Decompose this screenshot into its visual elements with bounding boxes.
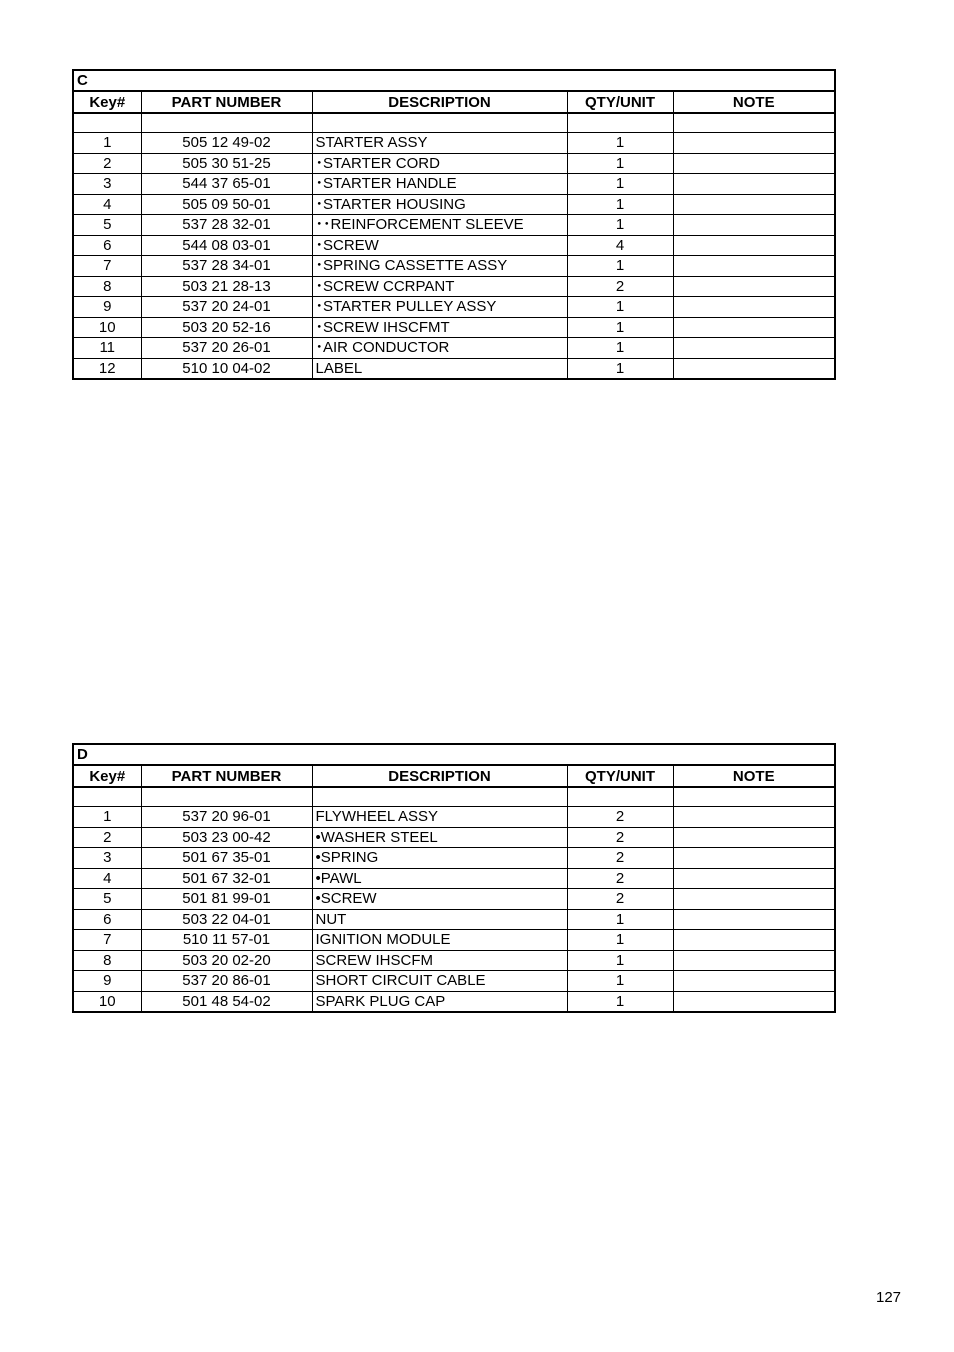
cell-note (673, 338, 835, 359)
cell-qty: 1 (567, 133, 673, 154)
cell-key: 12 (73, 358, 141, 379)
cell-description: SPARK PLUG CAP (312, 991, 567, 1012)
cell-qty: 1 (567, 930, 673, 951)
cell-description: ･STARTER HANDLE (312, 174, 567, 195)
cell-note (673, 235, 835, 256)
cell-key: 4 (73, 868, 141, 889)
cell-description: ･STARTER CORD (312, 153, 567, 174)
cell-qty: 2 (567, 827, 673, 848)
cell-note (673, 930, 835, 951)
table-row (73, 358, 835, 379)
cell-note (673, 276, 835, 297)
cell-note (673, 358, 835, 379)
cell-part-number: 503 21 28-13 (141, 276, 312, 297)
table-row (73, 950, 835, 971)
cell-qty: 2 (567, 868, 673, 889)
cell-note (673, 317, 835, 338)
cell-description: ･SCREW CCRPANT (312, 276, 567, 297)
cell-part-number: 501 48 54-02 (141, 991, 312, 1012)
cell-description: •SPRING (312, 848, 567, 869)
cell-description: ･･REINFORCEMENT SLEEVE (312, 215, 567, 236)
cell-key: 11 (73, 338, 141, 359)
cell-part-number: 503 23 00-42 (141, 827, 312, 848)
table-row (73, 827, 835, 848)
cell-part-number: 501 67 32-01 (141, 868, 312, 889)
cell-qty: 2 (567, 889, 673, 910)
table-row (73, 909, 835, 930)
cell-qty: 2 (567, 276, 673, 297)
cell-part-number: 505 09 50-01 (141, 194, 312, 215)
cell-part-number: 503 22 04-01 (141, 909, 312, 930)
table-row (73, 276, 835, 297)
cell-key: 3 (73, 848, 141, 869)
cell-qty: 1 (567, 194, 673, 215)
cell-key: 2 (73, 827, 141, 848)
cell-key: 7 (73, 256, 141, 277)
cell-qty: 1 (567, 215, 673, 236)
table-row (73, 256, 835, 277)
cell-qty: 1 (567, 950, 673, 971)
table-row (73, 991, 835, 1012)
cell-note (673, 971, 835, 992)
cell-key: 5 (73, 215, 141, 236)
table-row (73, 971, 835, 992)
parts-table-d (72, 743, 836, 1013)
cell-note (673, 991, 835, 1012)
column-header-description: DESCRIPTION (312, 91, 567, 113)
cell-qty: 1 (567, 256, 673, 277)
cell-qty: 4 (567, 235, 673, 256)
cell-key: 8 (73, 276, 141, 297)
table-row (73, 807, 835, 828)
cell-note (673, 950, 835, 971)
cell-qty: 1 (567, 174, 673, 195)
column-header-part-number: PART NUMBER (141, 91, 312, 113)
cell-description: ･SPRING CASSETTE ASSY (312, 256, 567, 277)
cell-description: •WASHER STEEL (312, 827, 567, 848)
cell-description: SHORT CIRCUIT CABLE (312, 971, 567, 992)
column-header-qty: QTY/UNIT (567, 91, 673, 113)
table-row (73, 868, 835, 889)
cell-part-number: 537 20 26-01 (141, 338, 312, 359)
cell-part-number: 501 81 99-01 (141, 889, 312, 910)
cell-qty: 1 (567, 909, 673, 930)
cell-note (673, 194, 835, 215)
cell-part-number: 505 12 49-02 (141, 133, 312, 154)
cell-description: ･AIR CONDUCTOR (312, 338, 567, 359)
cell-key: 2 (73, 153, 141, 174)
cell-note (673, 174, 835, 195)
cell-description: NUT (312, 909, 567, 930)
cell-qty: 1 (567, 358, 673, 379)
cell-part-number: 537 20 86-01 (141, 971, 312, 992)
cell-note (673, 868, 835, 889)
cell-note (673, 153, 835, 174)
page-number: 127 (876, 1289, 902, 1306)
table-row (73, 297, 835, 318)
cell-qty: 2 (567, 807, 673, 828)
blank-row (73, 787, 835, 807)
table-row (73, 848, 835, 869)
column-header-note: NOTE (673, 91, 835, 113)
cell-note (673, 215, 835, 236)
cell-part-number: 537 20 24-01 (141, 297, 312, 318)
cell-key: 5 (73, 889, 141, 910)
cell-qty: 1 (567, 317, 673, 338)
cell-key: 6 (73, 909, 141, 930)
section-label: D (73, 744, 835, 765)
cell-key: 9 (73, 971, 141, 992)
table-row (73, 338, 835, 359)
cell-part-number: 510 11 57-01 (141, 930, 312, 951)
column-header-qty: QTY/UNIT (567, 765, 673, 787)
cell-qty: 1 (567, 338, 673, 359)
cell-description: ･SCREW IHSCFMT (312, 317, 567, 338)
cell-description: •SCREW (312, 889, 567, 910)
cell-key: 9 (73, 297, 141, 318)
cell-part-number: 503 20 02-20 (141, 950, 312, 971)
cell-key: 1 (73, 133, 141, 154)
cell-part-number: 544 08 03-01 (141, 235, 312, 256)
cell-key: 10 (73, 317, 141, 338)
cell-key: 10 (73, 991, 141, 1012)
cell-part-number: 537 20 96-01 (141, 807, 312, 828)
cell-key: 4 (73, 194, 141, 215)
column-header-key: Key# (73, 91, 141, 113)
cell-description: LABEL (312, 358, 567, 379)
table-row (73, 215, 835, 236)
cell-note (673, 297, 835, 318)
column-header-part-number: PART NUMBER (141, 765, 312, 787)
cell-qty: 2 (567, 848, 673, 869)
table-row (73, 174, 835, 195)
cell-description: IGNITION MODULE (312, 930, 567, 951)
cell-part-number: 501 67 35-01 (141, 848, 312, 869)
cell-note (673, 889, 835, 910)
cell-qty: 1 (567, 971, 673, 992)
cell-part-number: 510 10 04-02 (141, 358, 312, 379)
table-row (73, 317, 835, 338)
cell-description: STARTER ASSY (312, 133, 567, 154)
cell-note (673, 807, 835, 828)
cell-key: 8 (73, 950, 141, 971)
cell-note (673, 133, 835, 154)
parts-table-c (72, 69, 836, 380)
table-row (73, 930, 835, 951)
column-header-key: Key# (73, 765, 141, 787)
column-header-description: DESCRIPTION (312, 765, 567, 787)
table-row (73, 889, 835, 910)
cell-part-number: 544 37 65-01 (141, 174, 312, 195)
cell-description: ･STARTER PULLEY ASSY (312, 297, 567, 318)
cell-qty: 1 (567, 991, 673, 1012)
cell-description: ･STARTER HOUSING (312, 194, 567, 215)
cell-part-number: 503 20 52-16 (141, 317, 312, 338)
cell-key: 1 (73, 807, 141, 828)
cell-description: ･SCREW (312, 235, 567, 256)
cell-key: 3 (73, 174, 141, 195)
cell-part-number: 505 30 51-25 (141, 153, 312, 174)
cell-note (673, 256, 835, 277)
cell-description: •PAWL (312, 868, 567, 889)
cell-part-number: 537 28 34-01 (141, 256, 312, 277)
cell-note (673, 827, 835, 848)
cell-part-number: 537 28 32-01 (141, 215, 312, 236)
table-row (73, 133, 835, 154)
blank-row (73, 113, 835, 133)
cell-key: 7 (73, 930, 141, 951)
cell-description: FLYWHEEL ASSY (312, 807, 567, 828)
column-header-note: NOTE (673, 765, 835, 787)
table-row (73, 194, 835, 215)
cell-qty: 1 (567, 153, 673, 174)
cell-note (673, 848, 835, 869)
table-row (73, 153, 835, 174)
section-label: C (73, 70, 835, 91)
cell-key: 6 (73, 235, 141, 256)
cell-note (673, 909, 835, 930)
table-row (73, 235, 835, 256)
cell-qty: 1 (567, 297, 673, 318)
cell-description: SCREW IHSCFM (312, 950, 567, 971)
